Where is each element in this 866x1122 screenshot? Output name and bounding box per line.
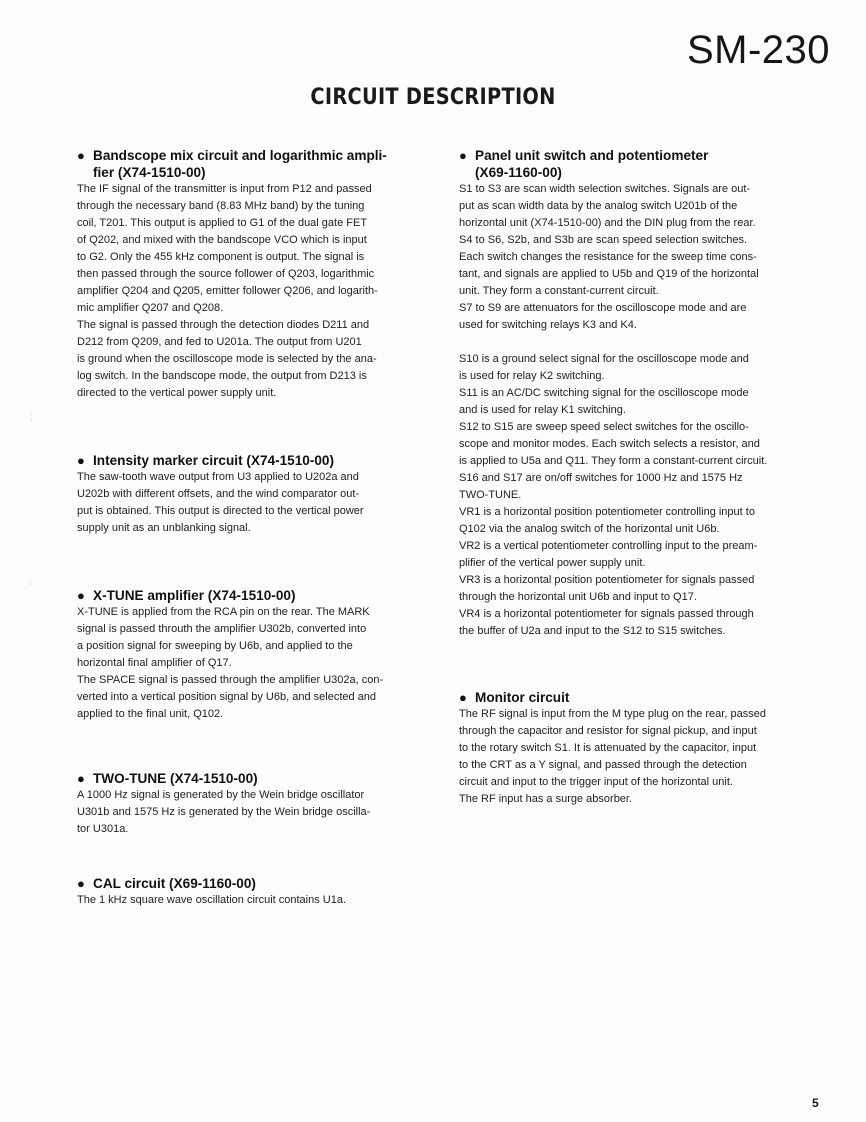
section-heading bbox=[459, 689, 766, 706]
body-line: signal is passed throuth the amplifier U302b, converted into bbox=[77, 623, 367, 635]
body-line: tor U301a. bbox=[77, 823, 129, 835]
heading-line: Monitor circuit bbox=[475, 690, 570, 705]
page-title: CIRCUIT DESCRIPTION bbox=[310, 85, 556, 110]
body-line: horizontal unit (X74-1510-00) and the DIN plug from the rear. bbox=[459, 217, 756, 229]
body-line: The RF signal is input from the M type plug on the rear, passed bbox=[459, 708, 766, 720]
body-line: is used for relay K2 switching. bbox=[459, 370, 605, 382]
section-bandscope-mix bbox=[77, 147, 387, 402]
bullet-icon: ● bbox=[77, 453, 85, 468]
body-line: S1 to S3 are scan width selection switches. Signals are out- bbox=[459, 183, 751, 195]
body-line: D212 from Q209, and fed to U201a. The output from U201 bbox=[77, 336, 362, 348]
body-line: of Q202, and mixed with the bandscope VCO which is input bbox=[77, 234, 367, 246]
section-heading bbox=[77, 770, 370, 787]
section-body bbox=[459, 706, 766, 808]
bullet-icon: ● bbox=[77, 876, 85, 891]
body-line: is applied to U5a and Q11. They form a constant-current circuit. bbox=[459, 455, 768, 467]
body-line: The IF signal of the transmitter is input from P12 and passed bbox=[77, 183, 372, 195]
body-line: VR1 is a horizontal position potentiometer controlling input to bbox=[459, 506, 755, 518]
heading-line: Panel unit switch and potentiometer bbox=[475, 148, 709, 163]
body-line: S16 and S17 are on/off switches for 1000 Hz and 1575 Hz bbox=[459, 472, 743, 484]
section-two-tune bbox=[77, 770, 370, 838]
bullet-icon: ● bbox=[77, 588, 85, 603]
body-line: Q102 via the analog switch of the horizontal unit U6b. bbox=[459, 523, 720, 535]
body-line: A 1000 Hz signal is generated by the Wein bridge oscillator bbox=[77, 789, 365, 801]
scan-speck: ⁚ bbox=[30, 412, 33, 422]
bullet-icon: ● bbox=[77, 148, 85, 163]
body-line: horizontal final amplifier of Q17. bbox=[77, 657, 232, 669]
body-line: S11 is an AC/DC switching signal for the oscilloscope mode bbox=[459, 387, 749, 399]
body-line: is ground when the oscilloscope mode is selected by the ana- bbox=[77, 353, 377, 365]
body-line: directed to the vertical power supply unit. bbox=[77, 387, 277, 399]
body-line: The 1 kHz square wave oscillation circuit contains U1a. bbox=[77, 894, 347, 906]
bullet-icon: ● bbox=[459, 690, 467, 705]
model-number: SM-230 bbox=[686, 28, 830, 72]
heading-line: (X69-1160-00) bbox=[475, 165, 562, 180]
body-line: to the CRT as a Y signal, and passed through the detection bbox=[459, 759, 747, 771]
body-line: circuit and input to the trigger input of the horizontal unit. bbox=[459, 776, 733, 788]
body-line: the buffer of U2a and input to the S12 to S15 switches. bbox=[459, 625, 726, 637]
body-line: a position signal for sweeping by U6b, and applied to the bbox=[77, 640, 353, 652]
body-line: S7 to S9 are attenuators for the oscilloscope mode and are bbox=[459, 302, 747, 314]
bullet-icon: ● bbox=[77, 771, 85, 786]
body-line: through the necessary band (8.83 MHz band) by the tuning bbox=[77, 200, 365, 212]
body-line: to the rotary switch S1. It is attenuated by the capacitor, input bbox=[459, 742, 757, 754]
body-line: S4 to S6, S2b, and S3b are scan speed selection switches. bbox=[459, 234, 748, 246]
heading-line: fier (X74-1510-00) bbox=[93, 165, 206, 180]
section-body bbox=[77, 787, 370, 838]
section-heading bbox=[77, 587, 383, 604]
section-body bbox=[77, 469, 364, 537]
body-line: S10 is a ground select signal for the oscilloscope mode and bbox=[459, 353, 749, 365]
body-line: The RF input has a surge absorber. bbox=[459, 793, 633, 805]
scan-speck: ⁘ bbox=[26, 578, 34, 588]
section-body-continued bbox=[459, 351, 767, 640]
section-body bbox=[77, 892, 346, 909]
section-heading bbox=[77, 452, 364, 469]
body-line: through the horizontal unit U6b and input to Q17. bbox=[459, 591, 697, 603]
section-cal-circuit bbox=[77, 875, 346, 909]
heading-line: Bandscope mix circuit and logarithmic ampli- bbox=[93, 148, 387, 163]
body-line: S12 to S15 are sweep speed select switches for the oscillo- bbox=[459, 421, 749, 433]
body-line: The saw-tooth wave output from U3 applied to U202a and bbox=[77, 471, 359, 483]
heading-line: TWO-TUNE (X74-1510-00) bbox=[93, 771, 258, 786]
section-body bbox=[77, 181, 387, 402]
body-line: VR2 is a vertical potentiometer controlling input to the pream- bbox=[459, 540, 758, 552]
body-line: plifier of the vertical power supply unit. bbox=[459, 557, 646, 569]
body-line: The signal is passed through the detection diodes D211 and bbox=[77, 319, 370, 331]
body-line: put as scan width data by the analog switch U201b of the bbox=[459, 200, 738, 212]
body-line: TWO-TUNE. bbox=[459, 489, 522, 501]
page-number: 5 bbox=[812, 1096, 819, 1110]
heading-line: X-TUNE amplifier (X74-1510-00) bbox=[93, 588, 296, 603]
body-line: The SPACE signal is passed through the amplifier U302a, con- bbox=[77, 674, 384, 686]
body-line: unit. They form a constant-current circuit. bbox=[459, 285, 659, 297]
body-line: put is obtained. This output is directed to the vertical power bbox=[77, 505, 364, 517]
body-line: VR4 is a horizontal potentiometer for signals passed through bbox=[459, 608, 754, 620]
body-line: through the capacitor and resistor for signal pickup, and input bbox=[459, 725, 757, 737]
body-line: used for switching relays K3 and K4. bbox=[459, 319, 637, 331]
body-line: log switch. In the bandscope mode, the output from D213 is bbox=[77, 370, 367, 382]
section-heading bbox=[77, 147, 387, 181]
body-line: U202b with different offsets, and the wind comparator out- bbox=[77, 488, 360, 500]
body-line: U301b and 1575 Hz is generated by the Wein bridge oscilla- bbox=[77, 806, 371, 818]
body-line: Each switch changes the resistance for the sweep time cons- bbox=[459, 251, 757, 263]
body-line: and is used for relay K1 switching. bbox=[459, 404, 626, 416]
body-line: X-TUNE is applied from the RCA pin on the rear. The MARK bbox=[77, 606, 370, 618]
section-heading bbox=[77, 875, 346, 892]
body-line: mic amplifier Q207 and Q208. bbox=[77, 302, 224, 314]
body-line: applied to the final unit, Q102. bbox=[77, 708, 224, 720]
section-monitor-circuit bbox=[459, 689, 766, 808]
bullet-icon: ● bbox=[459, 148, 467, 163]
body-line: verted into a vertical position signal by U6b, and selected and bbox=[77, 691, 377, 703]
section-heading bbox=[459, 147, 767, 181]
body-line: scope and monitor modes. Each switch selects a resistor, and bbox=[459, 438, 760, 450]
body-line: to G2. Only the 455 kHz component is output. The signal is bbox=[77, 251, 365, 263]
section-x-tune bbox=[77, 587, 383, 723]
section-panel-unit bbox=[459, 147, 767, 640]
body-line: tant, and signals are applied to U5b and Q19 of the horizontal bbox=[459, 268, 759, 280]
body-line: then passed through the source follower of Q203, logarithmic bbox=[77, 268, 375, 280]
heading-line: CAL circuit (X69-1160-00) bbox=[93, 876, 256, 891]
body-line: coil, T201. This output is applied to G1 of the dual gate FET bbox=[77, 217, 368, 229]
body-line: supply unit as an unblanking signal. bbox=[77, 522, 251, 534]
section-body bbox=[77, 604, 383, 723]
body-line: amplifier Q204 and Q205, emitter follower Q206, and logarith- bbox=[77, 285, 378, 297]
heading-line: Intensity marker circuit (X74-1510-00) bbox=[93, 453, 335, 468]
body-line: VR3 is a horizontal position potentiometer for signals passed bbox=[459, 574, 755, 586]
section-intensity-marker bbox=[77, 452, 364, 537]
section-body bbox=[459, 181, 767, 334]
